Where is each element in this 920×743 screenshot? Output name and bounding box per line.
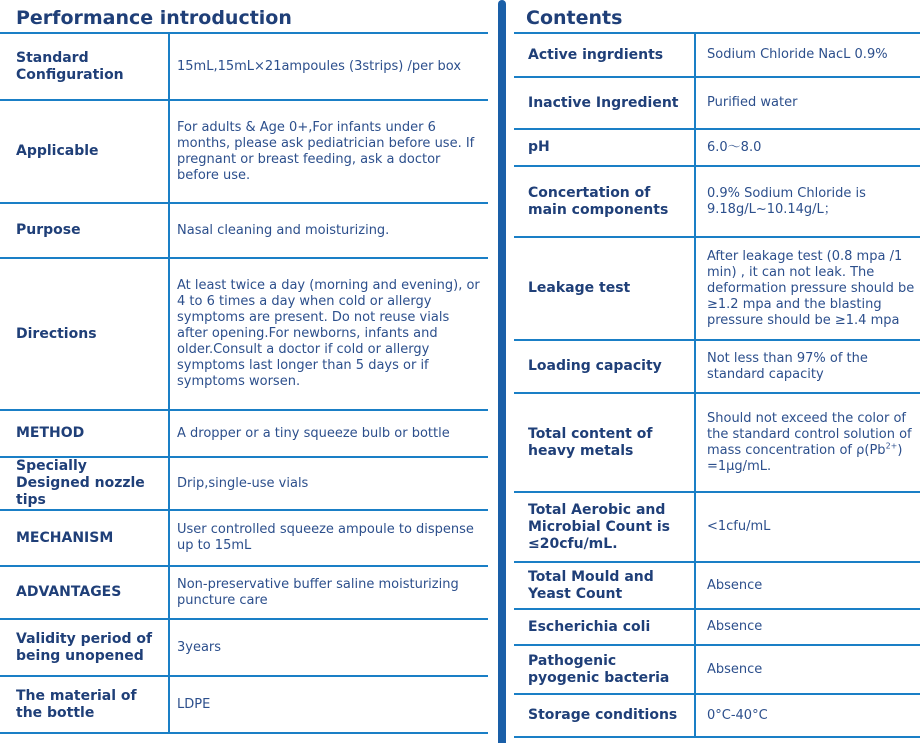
table-row	[0, 34, 488, 100]
row-value: Nasal cleaning and moisturizing.	[177, 222, 390, 238]
row-value: Sodium Chloride NacL 0.9%	[707, 47, 888, 62]
row-key: Escherichia coli	[514, 609, 695, 645]
row-value: After leakage test (0.8 mpa /1 min) , it can not leak. The deformation pressure should be ≥1.2 mpa and the blasting pressure should be ≥1.4 mpa	[707, 248, 915, 328]
row-key: Pathogenic pyogenic bacteria	[514, 645, 695, 694]
row-key: Total Aerobic and Microbial Count is ≤20cfu/mL.	[514, 492, 695, 562]
row-key: Inactive Ingredient	[514, 77, 695, 129]
row-value: For adults & Age 0+,For infants under 6 months, please ask pediatrician before use. If pregnant or breast feeding, ask a doctor before use.	[177, 119, 475, 183]
table-row	[514, 492, 920, 562]
row-value: Absence	[707, 577, 763, 593]
row-value: <1cfu/mL	[707, 519, 771, 534]
contents-panel	[514, 0, 920, 738]
lead-ion-charge: 2+	[885, 441, 898, 451]
table-row	[514, 393, 920, 492]
row-key: The material of the bottle	[0, 676, 169, 733]
performance-table	[0, 34, 488, 734]
row-key: Total content of heavy metals	[514, 393, 695, 492]
table-row	[0, 258, 488, 410]
table-row	[514, 562, 920, 609]
table-row	[514, 645, 920, 694]
row-value: A dropper or a tiny squeeze bulb or bottle	[177, 425, 450, 441]
table-row	[514, 77, 920, 129]
row-value: LDPE	[177, 696, 211, 712]
table-row	[514, 166, 920, 237]
table-row	[0, 566, 488, 619]
row-key: Specially Designed nozzle tips	[0, 457, 169, 510]
table-row	[0, 457, 488, 510]
table-row	[514, 34, 920, 77]
row-key: ADVANTAGES	[0, 566, 169, 619]
row-value: 3years	[177, 639, 222, 655]
table-row	[514, 609, 920, 645]
table-row	[0, 619, 488, 676]
row-value: Drip,single-use vials	[177, 475, 309, 491]
row-value: Absence	[707, 661, 763, 677]
row-value: 15mL,15mL×21ampoules (3strips) /per box	[177, 58, 462, 74]
heavy-metals-text: Should not exceed the color of the standard control solution of mass concentration of ρ(Pb	[707, 410, 912, 458]
row-key: Validity period of being unopened	[0, 619, 169, 676]
row-key: Leakage test	[514, 237, 695, 340]
row-value: Purified water	[707, 95, 798, 110]
row-key: Loading capacity	[514, 340, 695, 393]
row-key: METHOD	[0, 410, 169, 457]
table-row	[514, 340, 920, 393]
row-key: Standard Configuration	[0, 34, 169, 100]
performance-title: Performance introduction	[0, 0, 488, 34]
row-key: Purpose	[0, 203, 169, 258]
row-value: 0.9% Sodium Chloride is 9.18g/L~10.14g/L；	[707, 185, 866, 217]
table-row	[0, 100, 488, 203]
center-divider	[498, 0, 506, 743]
row-value: Non-preservative buffer saline moisturizing puncture care	[177, 576, 459, 608]
row-key: pH	[514, 129, 695, 166]
row-value: 0°C-40°C	[707, 707, 768, 723]
table-row	[0, 203, 488, 258]
row-key: Applicable	[0, 100, 169, 203]
contents-table	[514, 34, 920, 738]
row-value: Absence	[707, 619, 763, 634]
row-value: Not less than 97% of the standard capacity	[707, 350, 868, 382]
row-value: At least twice a day (morning and evening), or 4 to 6 times a day when cold or allergy symptoms are present. Do not reuse vials after opening.For newborns, infants and older.Consult a doctor if cold or allergy symptoms last longer than 5 days or if symptoms worsen.	[177, 278, 480, 389]
contents-title: Contents	[514, 0, 920, 34]
table-row	[514, 694, 920, 737]
table-row	[514, 237, 920, 340]
row-key: MECHANISM	[0, 510, 169, 566]
table-row	[514, 129, 920, 166]
row-key: Directions	[0, 258, 169, 410]
row-key: Concertation of main components	[514, 166, 695, 237]
table-row	[0, 676, 488, 733]
row-value: 6.0～8.0	[707, 139, 762, 155]
heavy-metals-tail: ) =1μg/mL.	[707, 442, 903, 474]
table-row	[0, 510, 488, 566]
row-value	[695, 393, 920, 492]
row-key: Active ingrdients	[514, 34, 695, 77]
table-row	[0, 410, 488, 457]
row-key: Storage conditions	[514, 694, 695, 737]
row-key: Total Mould and Yeast Count	[514, 562, 695, 609]
row-value: User controlled squeeze ampoule to dispense up to 15mL	[177, 522, 474, 553]
